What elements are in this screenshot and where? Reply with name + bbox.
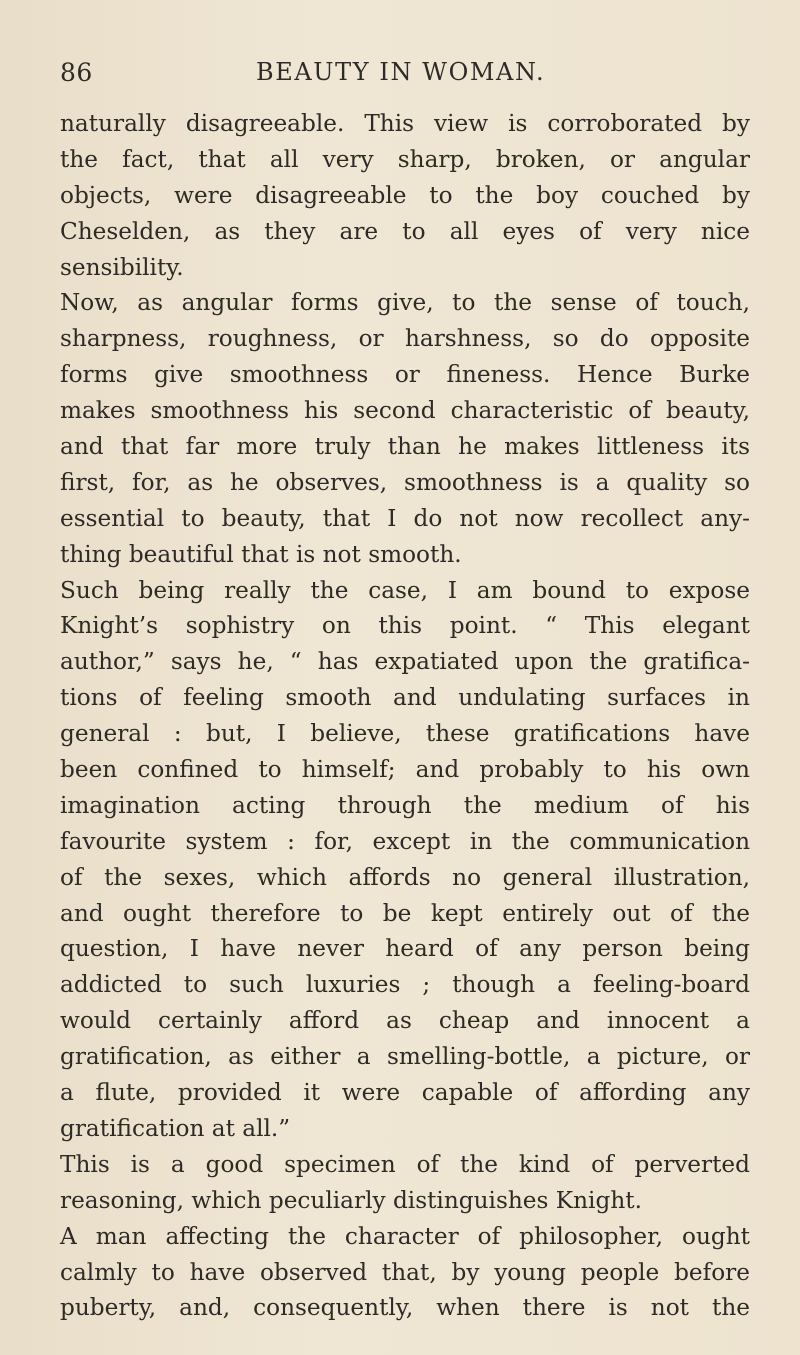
- text-line: general : but, I believe, these gratifications have: [60, 720, 750, 748]
- body-text: [60, 106, 750, 1326]
- text-line: gratification at all.”: [60, 1114, 291, 1142]
- text-line: Knight’s sophistry on this point. “ This elegant: [60, 612, 750, 640]
- text-line: Such being really the case, I am bound to expose: [60, 576, 750, 604]
- text-line: addicted to such luxuries ; though a feeling-board: [60, 971, 750, 999]
- text-line: would certainly afford as cheap and innocent a: [60, 1007, 750, 1035]
- text-line: tions of feeling smooth and undulating surfaces in: [60, 684, 750, 712]
- text-line: calmly to have observed that, by young people before: [60, 1258, 750, 1286]
- text-line: thing beautiful that is not smooth.: [60, 540, 462, 568]
- text-line: favourite system : for, except in the communication: [60, 827, 750, 855]
- text-line: objects, were disagreeable to the boy couched by: [60, 181, 750, 209]
- text-line: the fact, that all very sharp, broken, or angular: [60, 145, 750, 173]
- text-line: Cheselden, as they are to all eyes of very nice: [60, 217, 750, 245]
- text-line: first, for, as he observes, smoothness is a quality so: [60, 468, 750, 496]
- text-line: been confined to himself; and probably to his own: [60, 756, 750, 784]
- text-line: Now, as angular forms give, to the sense of touch,: [60, 289, 750, 317]
- text-line: sharpness, roughness, or harshness, so do opposite: [60, 325, 750, 353]
- text-line: author,” says he, “ has expatiated upon the gratifica-: [60, 648, 750, 676]
- text-line: forms give smoothness or fineness. Hence Burke: [60, 361, 750, 389]
- running-head: [60, 58, 750, 98]
- text-line: and that far more truly than he makes littleness its: [60, 433, 750, 461]
- page-number: 86: [60, 58, 93, 87]
- text-line: puberty, and, consequently, when there is not the: [60, 1294, 750, 1322]
- text-line: question, I have never heard of any person being: [60, 935, 750, 963]
- text-line: sensibility.: [60, 253, 184, 281]
- text-line: and ought therefore to be kept entirely out of the: [60, 899, 750, 927]
- text-line: a flute, provided it were capable of affording any: [60, 1079, 750, 1107]
- text-line: gratification, as either a smelling-bottle, a picture, or: [60, 1043, 750, 1071]
- text-line: imagination acting through the medium of his: [60, 791, 750, 819]
- text-line: makes smoothness his second characteristic of beauty,: [60, 397, 750, 425]
- text-line: essential to beauty, that I do not now recollect any-: [60, 504, 750, 532]
- text-line: reasoning, which peculiarly distinguishes Knight.: [60, 1186, 642, 1214]
- text-line: This is a good specimen of the kind of perverted: [60, 1150, 750, 1178]
- text-line: A man affecting the character of philosopher, ought: [60, 1222, 750, 1250]
- text-line: of the sexes, which affords no general illustration,: [60, 863, 750, 891]
- running-title: BEAUTY IN WOMAN.: [256, 58, 546, 86]
- text-line: naturally disagreeable. This view is corroborated by: [60, 110, 750, 137]
